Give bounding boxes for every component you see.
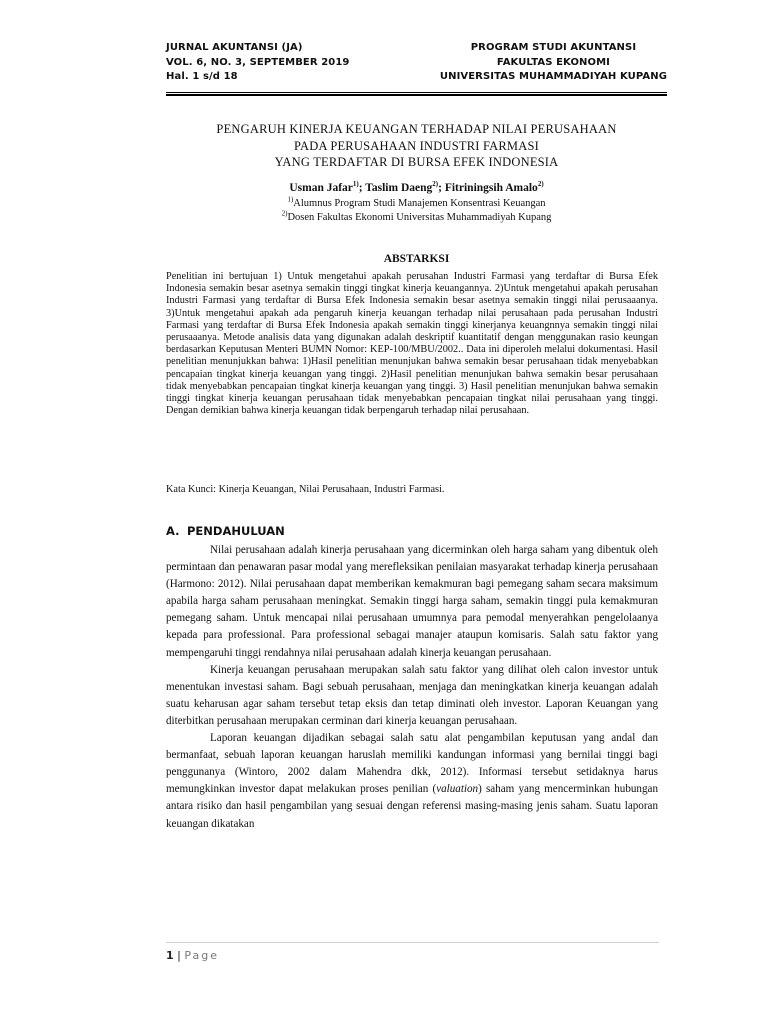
footer-divider bbox=[166, 942, 659, 943]
affiliation bbox=[166, 197, 667, 211]
affiliation-mark: 1) bbox=[287, 195, 294, 204]
affiliation-list bbox=[166, 197, 667, 225]
author-mark: 2) bbox=[537, 180, 544, 189]
affiliation-text: Dosen Fakultas Ekonomi Universitas Muhammadiyah Kupang bbox=[287, 212, 552, 223]
body-paragraph: Nilai perusahaan adalah kinerja perusahaan yang dicerminkan oleh harga saham yang dibentuk oleh permintaan dan penawaran pasar modal yang merefleksikan penilaian masyarakat terhadap kinerja perusahaan (Harmono: 2012). Nilai perusahaan dapat memberikan kemakmuran bagi pemegang saham secara maksimum apabila harga saham perusahaan meningkat. Semakin tinggi harga saham, semakin tinggi pula kemakmuran pemegang saham. Untuk mencapai nilai perusahaan umumnya para pemodal menyerahkan pengelolaanya kepada para professional. Para professional sebagai manajer ataupun komisaris. Salah satu faktor yang mempengaruhi tinggi rendahnya nilai perusahaan adalah kinerja keuangan perusahaan. bbox=[166, 544, 658, 659]
section-title: PENDAHULUAN bbox=[187, 524, 285, 538]
author-name: Usman Jafar bbox=[289, 182, 353, 194]
journal-name: JURNAL AKUNTANSI (JA) bbox=[166, 42, 303, 53]
page-separator: | bbox=[173, 949, 185, 962]
section-number: A. bbox=[166, 524, 180, 538]
affiliation-mark: 2) bbox=[281, 209, 288, 218]
university-name: UNIVERSITAS MUHAMMADIYAH KUPANG bbox=[439, 71, 667, 82]
header-divider bbox=[166, 92, 667, 93]
paragraph-text: ) saham yang mencerminkan hubungan antara risiko dan hasil pengambilan yang sesuai dengan referensi masing-masing jenis saham. Suatu laporan keuangan dikatakan bbox=[166, 783, 658, 830]
affiliation bbox=[166, 211, 667, 225]
section-heading bbox=[166, 524, 285, 538]
program-name: PROGRAM STUDI AKUNTANSI bbox=[470, 42, 637, 53]
journal-pages: Hal. 1 s/d 18 bbox=[166, 71, 238, 82]
title-line: YANG TERDAFTAR DI BURSA EFEK INDONESIA bbox=[274, 155, 559, 169]
author-list bbox=[166, 181, 667, 195]
title-line: PENGARUH KINERJA KEUANGAN TERHADAP NILAI PERUSAHAAN bbox=[216, 122, 617, 136]
paragraph-text: Laporan keuangan dijadikan sebagai salah satu alat pengambilan keputusan yang andal dan bermanfaat, sebuah laporan keuangan haruslah memiliki kandungan informasi yang bernilai tinggi bagi penggunanya (Wintoro, 2002 dalam Mahendra dkk, 2012). Informasi tersebut setidaknya harus memungkinkan investor dapat melakukan proses penilian ( bbox=[166, 732, 658, 796]
abstract-text: Penelitian ini bertujuan 1) Untuk mengetahui apakah perusahan Industri Farmasi yang terdaftar di Bursa Efek Indonesia semakin besar asetnya semakin tinggi tingkat kinerja keuangannya. 2)Untuk mengetahui apakah perusahan Industri Farmasi yang terdaftar di Bursa Efek Indonesia semakin besar asetnya semakin tinggi nilai perusaaanya. 3)Untuk mengetahui apakah ada pengaruh kinerja keuangan terhadap nilai perusahaan pada perusahan Industri Farmasi yang terdaftar di Bursa Efek Indonesia apakah semakin tinggi kinerjanya keuangnnya semakin tinggi nilai perusaaanya. Metode analisis data yang digunakan adalah deskriptif kuantitatif dengan menggunakan rasio keungan berdasarkan Keputusan Menteri BUMN Nomor: KEP-100/MBU/2002.. Data ini diperoleh melalui dokumentasi. Hasil penelitian menunjukkan bahwa: 1)Hasil penelitian menunjukan bahwa semakin besar perusahaan tidak menyebabkan pencapaian tingkat kinerja keuangan yang tinggi. 2)Hasil penelitian menunjukan bahwa semakin besar perusahaan tidak menyebabkan pencapaian tingkat kinerja keuangan yang tinggi. 3) Hasil penelitian menunjukan bahwa semakin tinggi tingkat kinerja keuangan perusahaan tidak menyebabkan pencapaian tingkat nilai perusahaan yang tinggi. Dengan demikian bahwa kinerja keuangan tidak berpengaruh terhadap nilai perusahaan. bbox=[166, 271, 658, 417]
paper-title bbox=[166, 121, 667, 171]
abstract-heading: ABSTARKSI bbox=[383, 253, 450, 265]
author-separator: ; bbox=[438, 182, 445, 194]
body-paragraph bbox=[166, 730, 658, 833]
page-number: 1 bbox=[166, 949, 174, 962]
author-separator: ; bbox=[358, 182, 366, 194]
italic-term: valuation bbox=[436, 783, 479, 796]
title-line: PADA PERUSAHAAN INDUSTRI FARMASI bbox=[294, 138, 539, 153]
journal-header-right bbox=[440, 41, 667, 85]
header-divider-thick bbox=[166, 94, 667, 96]
page-label: Page bbox=[184, 949, 219, 962]
faculty-name: FAKULTAS EKONOMI bbox=[496, 56, 610, 68]
author-name: Taslim Daeng bbox=[365, 182, 433, 194]
body-paragraph: Kinerja keuangan perusahaan merupakan salah satu faktor yang dilihat oleh calon investor untuk menentukan investasi saham. Bagi sebuah perusahaan, menjaga dan meningkatkan kinerja keuangan adalah suatu keharusan agar saham tersebut tetap eksis dan tetap diminati oleh investor. Laporan Keuangan yang diterbitkan perusahaan merupakan cerminan dari kinerja keuangan perusahaan. bbox=[166, 663, 658, 727]
journal-volume: VOL. 6, NO. 3, SEPTEMBER 2019 bbox=[166, 56, 350, 68]
keywords: Kata Kunci: Kinerja Keuangan, Nilai Perusahaan, Industri Farmasi. bbox=[166, 484, 445, 495]
section-body bbox=[166, 542, 658, 833]
author-mark: 2) bbox=[432, 180, 439, 189]
page-footer bbox=[166, 949, 219, 962]
journal-header-left bbox=[166, 41, 349, 85]
author-mark: 1) bbox=[352, 180, 359, 189]
author-name: Fitriningsih Amalo bbox=[444, 182, 538, 194]
affiliation-text: Alumnus Program Studi Manajemen Konsentrasi Keuangan bbox=[293, 198, 546, 209]
